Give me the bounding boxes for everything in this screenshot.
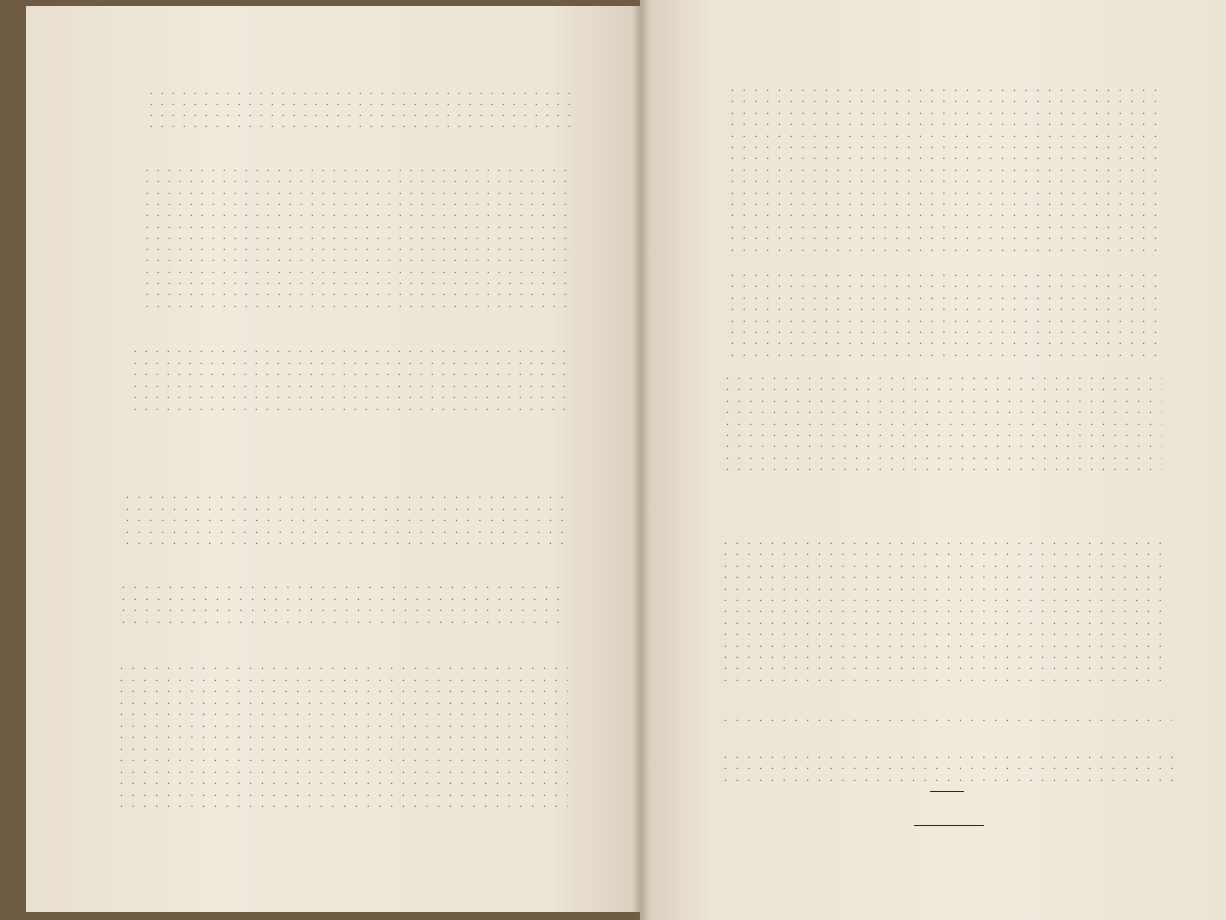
- leader-dots: [727, 207, 1157, 219]
- toc-entry: [722, 370, 1162, 382]
- leader-dots: [116, 798, 568, 810]
- toc-entry: [116, 787, 568, 799]
- leader-dots: [727, 185, 1157, 197]
- toc-entry: [142, 197, 572, 209]
- leader-dots: [727, 150, 1157, 162]
- toc-entry: [727, 242, 1157, 254]
- leader-dots: [720, 592, 1168, 604]
- toc-entry: [116, 672, 568, 684]
- leader-dots: [727, 267, 1159, 279]
- toc-entry: [116, 683, 568, 695]
- toc-entry: [727, 267, 1159, 279]
- toc-entry: [116, 764, 568, 776]
- leader-dots: [118, 602, 568, 614]
- toc-entry: [130, 379, 572, 391]
- leader-dots: [722, 393, 1162, 405]
- toc-entry: [142, 163, 572, 175]
- leader-dots: [727, 219, 1157, 231]
- toc-entry: [727, 162, 1157, 174]
- toc-entry: [142, 242, 572, 254]
- toc-entry: [720, 569, 1168, 581]
- toc-entry: [722, 450, 1162, 462]
- toc-entry: [727, 324, 1159, 336]
- leader-dots: [142, 242, 572, 254]
- leader-dots: [116, 787, 568, 799]
- leader-dots: [722, 427, 1162, 439]
- toc-entry: [727, 128, 1157, 140]
- toc-entry: [116, 660, 568, 672]
- toc-entry: [727, 150, 1157, 162]
- leader-dots: [142, 299, 572, 311]
- toc-entry: [142, 287, 572, 299]
- leader-dots: [720, 581, 1168, 593]
- toc-entry: [727, 185, 1157, 197]
- toc-entry: [720, 760, 1176, 772]
- toc-entry: [122, 524, 568, 536]
- leader-dots: [142, 265, 572, 277]
- toc-entry: [116, 695, 568, 707]
- leader-dots: [118, 614, 568, 626]
- toc-entry: [727, 230, 1157, 242]
- leader-dots: [722, 461, 1162, 473]
- leader-dots: [720, 558, 1168, 570]
- leader-dots: [727, 173, 1157, 185]
- toc-entry: [122, 535, 568, 547]
- toc-entry: [122, 512, 568, 524]
- leader-dots: [142, 208, 572, 220]
- toc-entry: [722, 381, 1162, 393]
- toc-entry: [720, 603, 1168, 615]
- toc-entry: [722, 393, 1162, 405]
- leader-dots: [142, 287, 572, 299]
- leader-dots: [142, 231, 572, 243]
- toc-entry: [727, 173, 1157, 185]
- leader-dots: [142, 174, 572, 186]
- leader-dots: [142, 253, 572, 265]
- leader-dots: [142, 163, 572, 175]
- toc-entry: [130, 356, 572, 368]
- leader-dots: [116, 660, 568, 672]
- leader-dots: [722, 370, 1162, 382]
- leader-dots: [130, 379, 572, 391]
- toc-entry: [727, 278, 1159, 290]
- toc-entry: [118, 602, 568, 614]
- toc-entry: [122, 501, 568, 513]
- toc-entry: [727, 196, 1157, 208]
- toc-entry: [116, 729, 568, 741]
- leader-dots: [116, 718, 568, 730]
- leader-dots: [116, 706, 568, 718]
- leader-dots: [727, 162, 1157, 174]
- leader-dots: [720, 569, 1168, 581]
- toc-entry: [142, 208, 572, 220]
- toc-entry: [142, 276, 572, 288]
- book-gutter: [632, 0, 650, 920]
- toc-entry: [116, 706, 568, 718]
- leader-dots: [727, 347, 1159, 359]
- toc-entry: [116, 752, 568, 764]
- toc-entry: [130, 390, 572, 402]
- toc-entry: [118, 579, 568, 591]
- leader-dots: [727, 313, 1159, 325]
- toc-entry: [116, 718, 568, 730]
- toc-entry: [727, 219, 1157, 231]
- toc-entry: [720, 672, 1168, 684]
- leader-dots: [118, 591, 568, 603]
- leader-dots: [722, 416, 1162, 428]
- leader-dots: [116, 672, 568, 684]
- toc-entry: [146, 119, 572, 131]
- toc-entry: [130, 367, 572, 379]
- leader-dots: [720, 615, 1168, 627]
- leader-dots: [146, 119, 572, 131]
- toc-entry: [727, 207, 1157, 219]
- toc-entry: [720, 592, 1168, 604]
- toc-entry: [720, 626, 1168, 638]
- leader-dots: [116, 683, 568, 695]
- toc-entry: [727, 301, 1159, 313]
- leader-dots: [722, 438, 1162, 450]
- leader-dots: [727, 116, 1157, 128]
- leader-dots: [720, 712, 1172, 724]
- toc-entry: [727, 335, 1159, 347]
- leader-dots: [720, 760, 1176, 772]
- end-rule: [914, 825, 984, 826]
- leader-dots: [720, 672, 1168, 684]
- leader-dots: [130, 356, 572, 368]
- toc-entry: [727, 93, 1157, 105]
- toc-entry: [720, 581, 1168, 593]
- toc-entry: [720, 615, 1168, 627]
- toc-entry: [722, 404, 1162, 416]
- toc-entry: [720, 749, 1176, 761]
- leader-dots: [727, 242, 1157, 254]
- short-rule: [930, 791, 964, 792]
- leader-dots: [142, 276, 572, 288]
- toc-entry: [142, 231, 572, 243]
- leader-dots: [720, 626, 1168, 638]
- toc-entry: [116, 775, 568, 787]
- leader-dots: [727, 93, 1157, 105]
- toc-entry: [720, 535, 1168, 547]
- toc-entry: [727, 82, 1157, 94]
- leader-dots: [720, 603, 1168, 615]
- leader-dots: [116, 764, 568, 776]
- leader-dots: [720, 546, 1168, 558]
- toc-entry: [720, 638, 1168, 650]
- toc-entry: [142, 299, 572, 311]
- leader-dots: [720, 638, 1168, 650]
- leader-dots: [722, 404, 1162, 416]
- leader-dots: [116, 729, 568, 741]
- leader-dots: [722, 381, 1162, 393]
- leader-dots: [727, 230, 1157, 242]
- toc-entry: [722, 438, 1162, 450]
- toc-entry: [720, 649, 1168, 661]
- toc-entry: [142, 174, 572, 186]
- toc-entry: [720, 772, 1176, 784]
- leader-dots: [130, 367, 572, 379]
- leader-dots: [116, 695, 568, 707]
- toc-entry: [727, 313, 1159, 325]
- leader-dots: [130, 402, 572, 414]
- leader-dots: [727, 105, 1157, 117]
- leader-dots: [727, 139, 1157, 151]
- leader-dots: [142, 220, 572, 232]
- leader-dots: [118, 579, 568, 591]
- leader-dots: [727, 196, 1157, 208]
- leader-dots: [122, 512, 568, 524]
- toc-entry: [722, 461, 1162, 473]
- toc-entry: [116, 798, 568, 810]
- leader-dots: [727, 335, 1159, 347]
- toc-entry: [142, 186, 572, 198]
- toc-entry: [118, 591, 568, 603]
- toc-entry: [722, 416, 1162, 428]
- leader-dots: [116, 741, 568, 753]
- toc-entry: [720, 546, 1168, 558]
- leader-dots: [116, 775, 568, 787]
- leader-dots: [122, 524, 568, 536]
- leader-dots: [720, 649, 1168, 661]
- leader-dots: [130, 344, 572, 356]
- toc-entry: [130, 402, 572, 414]
- toc-entry: [116, 741, 568, 753]
- leader-dots: [130, 390, 572, 402]
- toc-entry: [142, 265, 572, 277]
- toc-entry: [727, 347, 1159, 359]
- leader-dots: [720, 772, 1176, 784]
- leader-dots: [720, 749, 1176, 761]
- leader-dots: [720, 535, 1168, 547]
- leader-dots: [727, 82, 1157, 94]
- toc-entry: [727, 290, 1159, 302]
- toc-entry: [720, 558, 1168, 570]
- leader-dots: [116, 752, 568, 764]
- leader-dots: [142, 186, 572, 198]
- leader-dots: [122, 501, 568, 513]
- leader-dots: [122, 489, 568, 501]
- toc-entry: [142, 220, 572, 232]
- toc-entry: [727, 105, 1157, 117]
- leader-dots: [720, 660, 1168, 672]
- leader-dots: [727, 290, 1159, 302]
- toc-entry: [727, 139, 1157, 151]
- leader-dots: [722, 450, 1162, 462]
- leader-dots: [122, 535, 568, 547]
- leader-dots: [727, 278, 1159, 290]
- toc-entry: [118, 614, 568, 626]
- toc-entry: [720, 660, 1168, 672]
- leader-dots: [727, 301, 1159, 313]
- toc-entry: [727, 116, 1157, 128]
- toc-entry: [142, 253, 572, 265]
- leader-dots: [727, 324, 1159, 336]
- toc-entry: [130, 344, 572, 356]
- toc-entry: [720, 712, 1172, 724]
- leader-dots: [142, 197, 572, 209]
- toc-entry: [722, 427, 1162, 439]
- toc-entry: [122, 489, 568, 501]
- leader-dots: [727, 128, 1157, 140]
